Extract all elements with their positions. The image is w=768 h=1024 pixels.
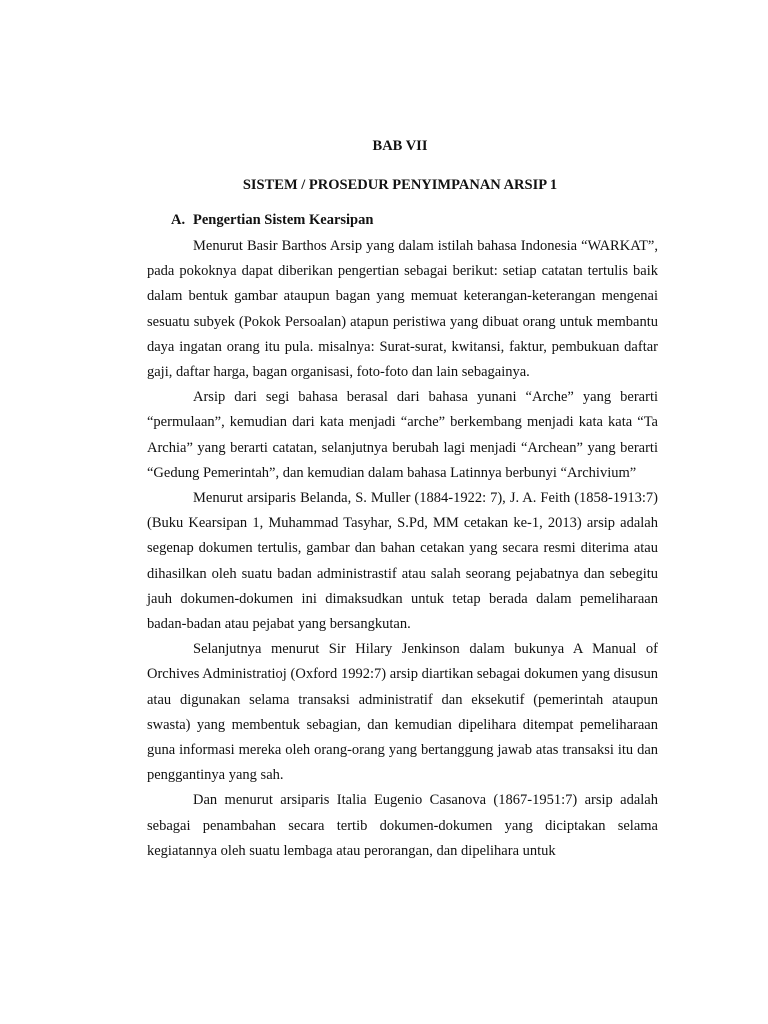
chapter-title: SISTEM / PROSEDUR PENYIMPANAN ARSIP 1 xyxy=(242,177,558,193)
section-marker: A. xyxy=(171,212,186,228)
section-heading-text: Pengertian Sistem Kearsipan xyxy=(193,212,374,228)
paragraph: Menurut arsiparis Belanda, S. Muller (1884-1922: 7), J. A. Feith (1858-1913:7) (Buku Kearsipan 1, Muhammad Tasyhar, S.Pd, MM cetakan ke-1, 2013) arsip adalah segenap dokumen tertulis, gambar dan bahan cetakan yang secara resmi diterima atau dihasilkan oleh suatu badan administrastif atau salah seorang pejabatnya dan sebegitu jauh dokumen-dokumen ini dimaksudkan untuk tetap berada dalam pemeliharaan badan-badan atau pejabat yang bersangkutan. xyxy=(147,490,658,633)
paragraph: Selanjutnya menurut Sir Hilary Jenkinson dalam bukunya A Manual of Orchives Administratioj (Oxford 1992:7) arsip diartikan sebagai dokumen yang disusun atau digunakan selama transaksi administratif dan eksekutif (pemerintah ataupun swasta) yang membentuk sebagian, dan kemudian dipelihara ditempat pemeliharaan guna informasi mereka oleh orang-orang yang bertanggung jawab atas transaksi itu dan penggantinya yang sah. xyxy=(147,641,658,784)
body-text xyxy=(147,234,658,864)
paragraph: Dan menurut arsiparis Italia Eugenio Casanova (1867-1951:7) arsip adalah sebagai penambahan secara tertib dokumen-dokumen yang diciptakan selama kegiatannya oleh suatu lembaga atau perorangan, dan dipelihara untuk xyxy=(147,792,658,859)
paragraph: Arsip dari segi bahasa berasal dari bahasa yunani “Arche” yang berarti “permulaan”, kemudian dari kata menjadi “arche” berkembang menjadi kata kata “Ta Archia” yang berarti catatan, selanjutnya berubah lagi menjadi “Archean” yang berarti “Gedung Pemerintah”, dan kemudian dalam bahasa Latinnya berbunyi “Archivium” xyxy=(147,389,658,481)
chapter-heading: BAB VII xyxy=(372,138,428,154)
section-heading xyxy=(171,211,373,229)
paragraph: Menurut Basir Barthos Arsip yang dalam istilah bahasa Indonesia “WARKAT”, pada pokoknya dapat diberikan pengertian sebagai berikut: setiap catatan tertulis baik dalam bentuk gambar ataupun bagan yang memuat keterangan-keterangan mengenai sesuatu subyek (Pokok Persoalan) atapun peristiwa yang dibuat orang untuk membantu daya ingatan orang itu pula. misalnya: Surat-surat, kwitansi, faktur, pembukuan daftar gaji, daftar harga, bagan organisasi, foto-foto dan lain sebagainya. xyxy=(147,238,658,381)
